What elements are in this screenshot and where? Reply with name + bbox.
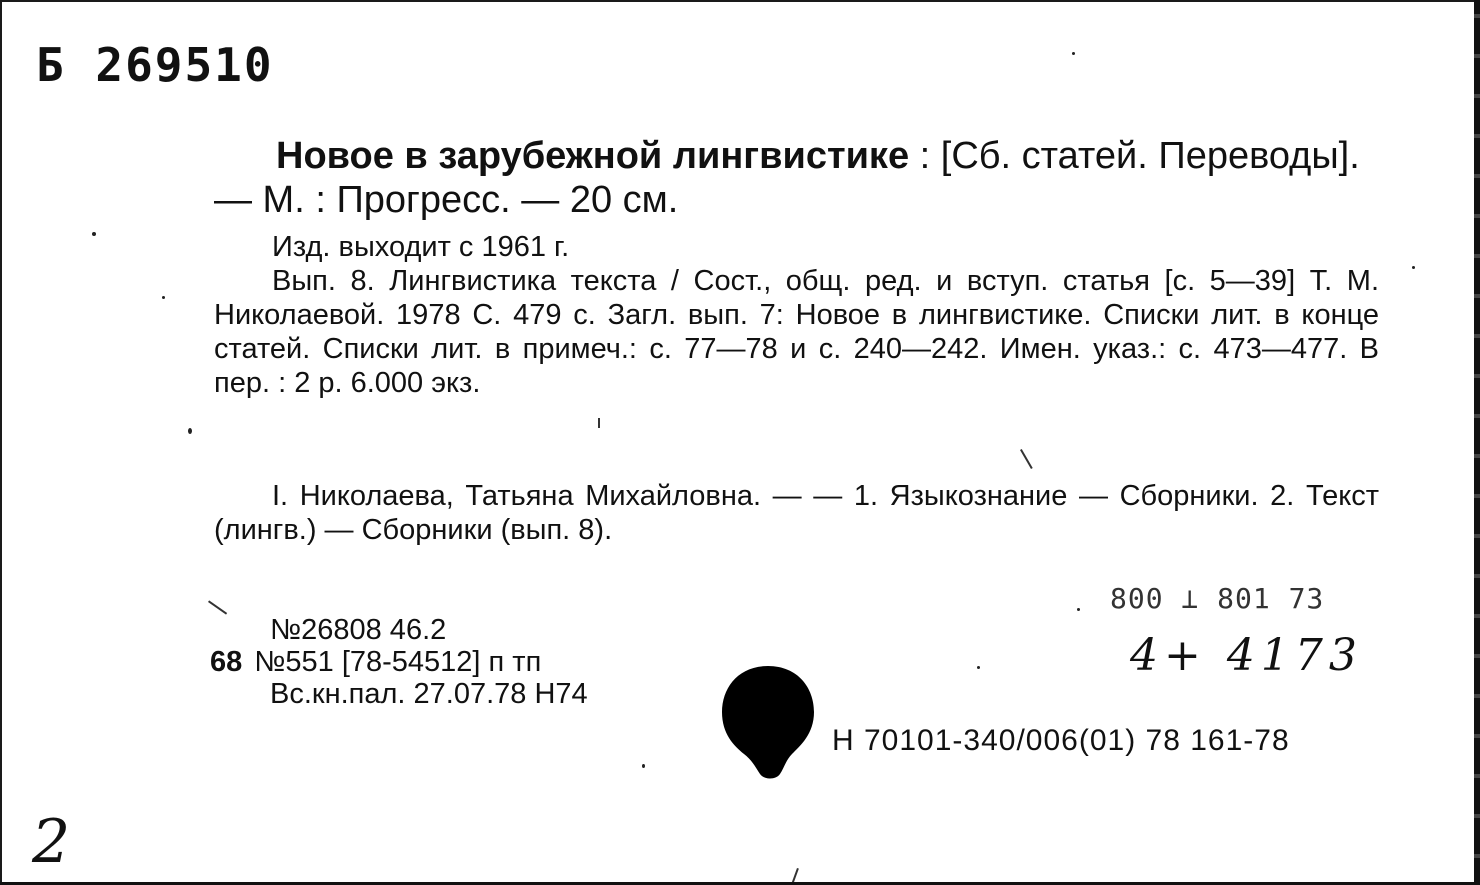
title-imprint: : [Сб. статей. Переводы]. — М. : Прогресс. — 20 см. [214,135,1360,221]
speck [1072,52,1075,55]
speck [92,232,96,236]
speck [1077,608,1080,611]
pencil-tick [792,868,799,883]
publication-note: Изд. выходит с 1961 г. [272,231,570,263]
punch-hole-blot [720,662,816,782]
pencil-tick [208,600,227,614]
speck [642,764,645,768]
card-right-edge [1474,0,1480,885]
publisher-index: Н 70101-340/006(01) 78 161-78 [832,724,1290,757]
speck [1412,266,1415,269]
pencil-tick [598,418,600,428]
price-stamp: 800 ⊥ 801 73 [1110,582,1325,615]
title-statement [214,134,1384,222]
code-line-3: Вс.кн.пал. 27.07.78 Н74 [270,678,588,710]
subject-tracing: I. Николаева, Татьяна Михайловна. — — 1. Языкознание — Сборники. 2. Текст (лингв.) — Сборники (вып. 8). [214,480,1379,546]
handwritten-number: 4+ 4173 [1130,630,1363,681]
code-68: 68 [210,646,243,678]
speck [188,428,192,434]
code-line-2 [210,646,588,678]
code-line-1: №26808 46.2 [270,614,447,646]
card-codes [210,614,588,710]
handwritten-mark: 2 [32,807,71,877]
issue-description: Вып. 8. Лингвистика текста / Сост., общ. ред. и вступ. статья [с. 5—39] Т. М. Николаевой. 1978 С. 479 с. Загл. вып. 7: Новое в лингвистике. Списки лит. в конце статей. Списки лит. в примеч.: с. 77—78 и с. 240—242. Имен. указ.: с. 473—477. В пер. : 2 р. 6.000 экз. [214,265,1379,399]
accession-stamp: Б 269510 [36,38,274,92]
speck [977,666,980,669]
code-line-2-text: №551 [78-54512] п тп [254,646,542,678]
speck [162,296,165,299]
pencil-tick [1020,449,1033,469]
title-main: Новое в зарубежной лингвистике [276,135,910,177]
